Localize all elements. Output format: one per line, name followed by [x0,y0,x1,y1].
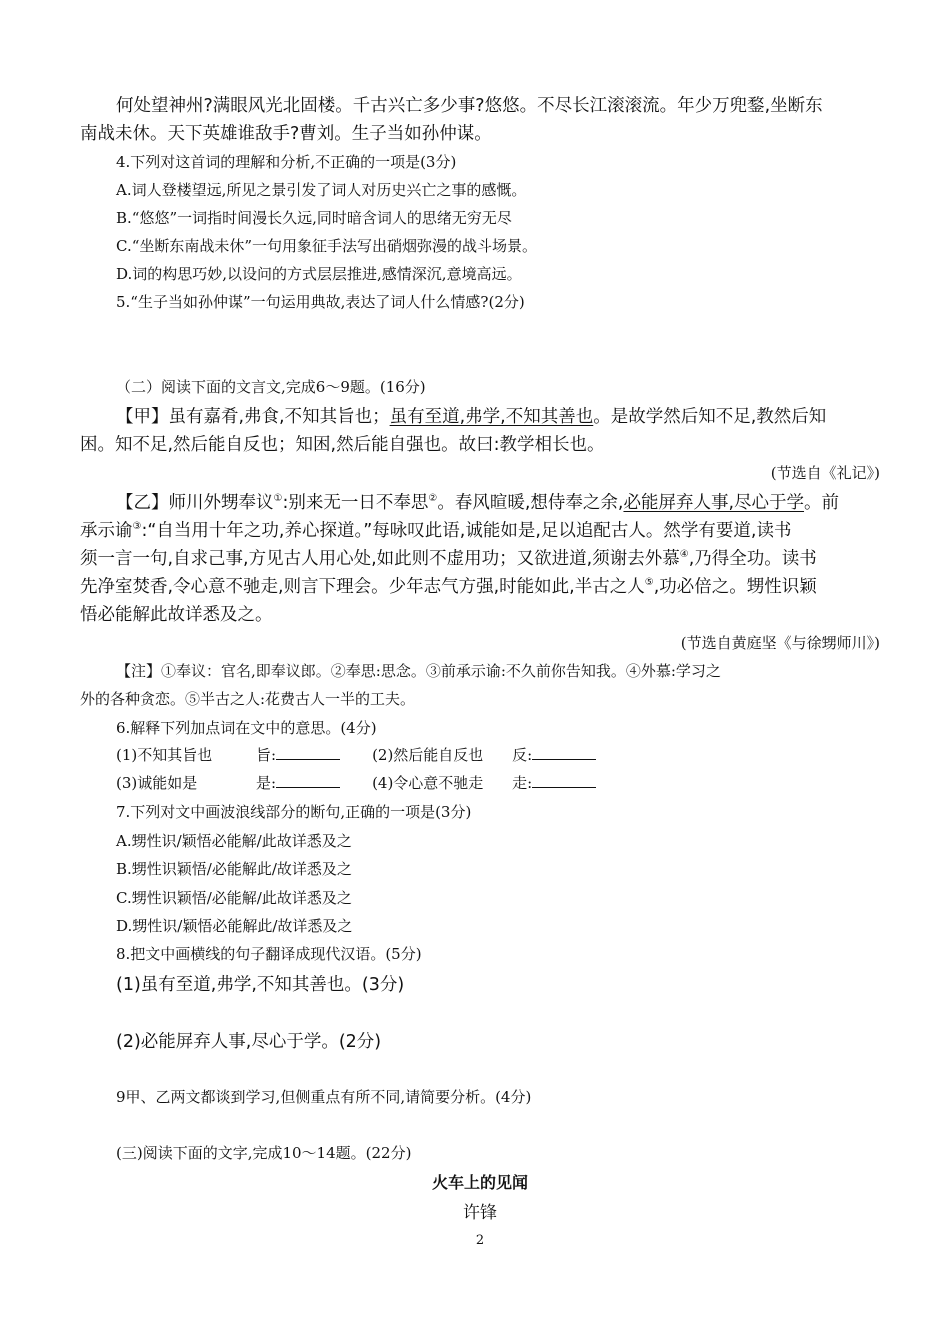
q8-sentence-2: (2)必能屏弃人事,尽心于学。(2分) [116,1032,382,1052]
q6-blank-3[interactable] [276,773,340,788]
jia-line-2: 困。知不足,然后能自反也；知困,然后能自强也。故曰:教学相长也。 [80,435,605,455]
q6-blank-2[interactable] [532,745,596,760]
yi-note-1: ① [273,493,283,505]
yi-text-1: 师川外甥奉议 [168,493,274,513]
jia-source: (节选自《礼记》) [770,464,880,482]
q4-option-c: C.“坐断东南战未休”一句用象征手法写出硝烟弥漫的战斗场景。 [116,237,538,255]
q7-stem: 7.下列对文中画波浪线部分的断句,正确的一项是(3分) [116,803,472,821]
q8-sentence-1: (1)虽有至道,弗学,不知其善也。(3分) [116,975,405,995]
q9-stem: 9甲、乙两文都谈到学习,但侧重点有所不同,请简要分析。(4分) [116,1088,532,1106]
section2-heading: （二）阅读下面的文言文,完成6～9题。(16分) [116,378,426,396]
yi-note-5: ⑤ [644,577,654,589]
q6-stem: 6.解释下列加点词在文中的意思。(4分) [116,719,377,737]
poem-line-1: 何处望神州?满眼风光北固楼。千古兴亡多少事?悠悠。不尽长江滚滚流。年少万兜鍪,坐断东 [116,96,823,116]
yi-label: 【乙】 [116,493,169,513]
jia-text-1: 虽有嘉肴,弗食,不知其旨也； [168,407,390,427]
yi-line-2b: :“自当用十年之功,养心探道。”每咏叹此语,诚能如是,足以追配古人。然学有要道,读书 [141,521,792,541]
yi-line-2 [80,517,880,542]
yi-line-5: 悟必能解此故详悉及之。 [80,605,273,625]
q7-option-b: B.甥性识颖悟/必能解此/故详悉及之 [116,860,352,878]
article-author: 许锋 [463,1203,497,1223]
q4-stem: 4.下列对这首词的理解和分析,不正确的一项是(3分) [116,153,457,171]
yi-line-1 [80,489,916,514]
q6-item-1-key: 旨: [256,746,277,764]
q8-stem: 8.把文中画横线的句子翻译成现代汉语。(5分) [116,945,422,963]
q4-option-a: A.词人登楼望远,所见之景引发了词人对历史兴亡之事的感慨。 [116,181,527,199]
yi-line-4a: 先净室焚香,令心意不驰走,则言下理会。少年志气方强,时能如此,半古之人 [80,577,645,597]
yi-text-4: 。前 [804,493,840,513]
yi-underlined-sentence: 必能屏弃人事,尽心于学 [623,493,805,513]
q4-option-d: D.词的构思巧妙,以设问的方式层层推进,感情深沉,意境高远。 [116,265,522,283]
yi-note-2: ② [428,493,438,505]
notes-line-1: 【注】①奉议：官名,即奉议郎。②奉思:思念。③前承示谕:不久前你告知我。④外慕:学习之 [116,662,721,680]
q6-item-4-key: 走: [512,774,533,792]
section3-heading: (三)阅读下面的文字,完成10～14题。(22分) [116,1144,412,1162]
q7-option-c: C.甥性识颖悟/必能解/此故详悉及之 [116,889,352,907]
poem-line-2: 南战未休。天下英雄谁敌手?曹刘。生子当如孙仲谋。 [80,124,492,144]
page-number: 2 [475,1233,485,1248]
yi-line-3a: 须一言一句,自求己事,方见古人用心处,如此则不虚用功；又欲进道,须谢去外慕 [80,549,680,569]
q6-row-1 [80,744,916,765]
yi-line-4b: ,功必倍之。甥性识颖 [653,577,817,597]
q6-item-3: (3)诚能如是 [116,774,198,792]
yi-source: (节选自黄庭坚《与徐甥师川》) [680,634,880,652]
yi-line-4 [80,573,880,598]
q7-option-d: D.甥性识/颖悟必能解此/故详悉及之 [116,917,353,935]
jia-line-1 [80,403,916,428]
q6-row-2 [80,772,916,793]
q6-item-4: (4)令心意不驰走 [372,774,484,792]
q4-option-b: B.“悠悠”一词指时间漫长久远,同时暗含词人的思绪无穷无尽 [116,209,512,227]
yi-text-3: 。春风暄暖,想侍奉之余, [437,493,624,513]
notes-line-2: 外的各种贪恋。⑤半古之人:花费古人一半的工夫。 [80,690,416,708]
q7-option-a: A.甥性识/颖悟必能解/此故详悉及之 [116,832,352,850]
q6-item-2: (2)然后能自反也 [372,746,484,764]
yi-line-2a: 承示谕 [80,521,133,541]
jia-label: 【甲】 [116,407,169,427]
jia-underlined-sentence: 虽有至道,弗学,不知其善也 [389,407,594,427]
article-title: 火车上的见闻 [431,1173,528,1192]
jia-text-2: 。是故学然后知不足,教然后知 [593,407,827,427]
q6-blank-4[interactable] [532,773,596,788]
q6-item-3-key: 是: [256,774,277,792]
q6-blank-1[interactable] [276,745,340,760]
q6-item-2-key: 反: [512,746,533,764]
yi-note-3: ③ [132,521,142,533]
q5-stem: 5.“生子当如孙仲谋”一句运用典故,表达了词人什么情感?(2分) [116,293,525,311]
yi-line-3b: ,乃得全功。读书 [688,549,817,569]
yi-note-4: ④ [679,549,689,561]
yi-text-2: :别来无一日不奉思 [282,493,429,513]
yi-line-3 [80,545,880,570]
q6-item-1: (1)不知其旨也 [116,746,213,764]
